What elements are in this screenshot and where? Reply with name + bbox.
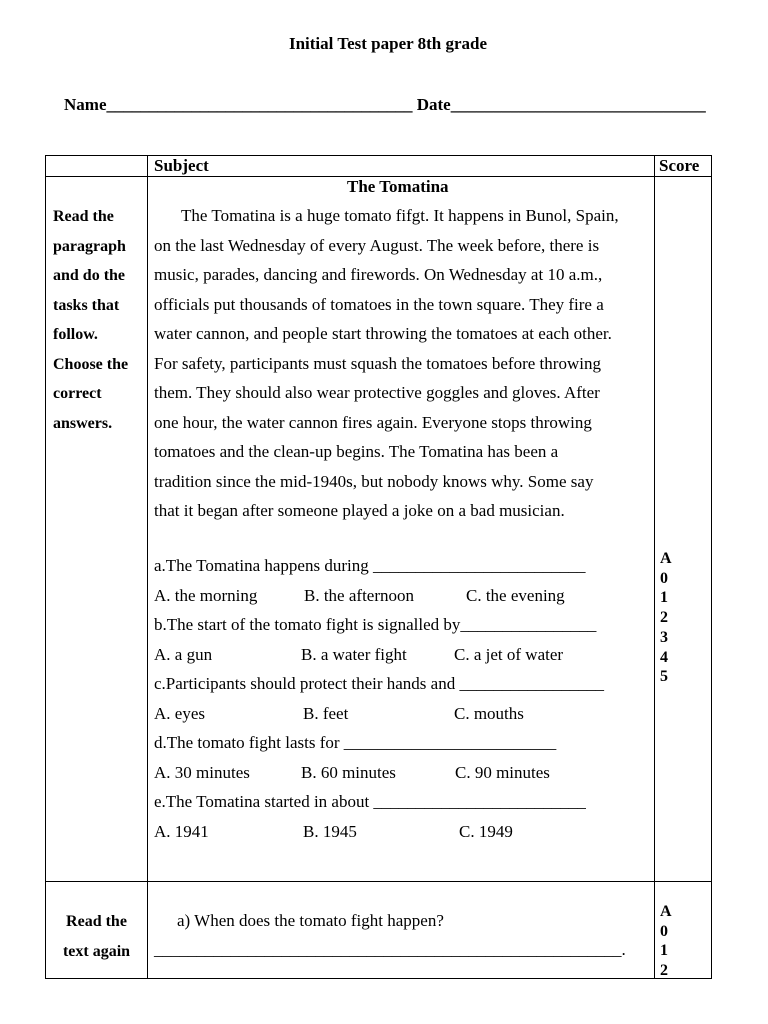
score-mark: 1 — [660, 589, 668, 607]
option-c-b[interactable]: B. feet — [303, 704, 349, 723]
score-mark: 4 — [660, 648, 668, 666]
option-b-a[interactable]: A. a gun — [154, 645, 213, 664]
option-b-b[interactable]: B. a water fight — [301, 645, 407, 664]
question-c[interactable]: c.Participants should protect their hands and _________________ — [154, 674, 604, 693]
subject-header: Subject — [154, 156, 209, 175]
score-mark: 0 — [660, 922, 668, 940]
passage-line: The Tomatina is a huge tomato fifgt. It happens in Bunol, Spain, — [181, 206, 619, 225]
option-d-b[interactable]: B. 60 minutes — [301, 763, 396, 782]
test-table — [45, 155, 712, 979]
column-divider — [654, 156, 655, 978]
passage-line: music, parades, dancing and firewords. On Wednesday at 10 a.m., — [154, 265, 603, 284]
answer-line[interactable]: _______________________________________________________. — [154, 940, 626, 959]
option-e-a[interactable]: A. 1941 — [154, 822, 209, 841]
score-mark: 1 — [660, 942, 668, 960]
column-divider — [147, 156, 148, 978]
option-a-a[interactable]: A. the morning — [154, 586, 258, 605]
score-scale-2 — [660, 902, 672, 981]
score-mark: A — [660, 903, 672, 920]
passage-line: tradition since the mid-1940s, but nobody knows why. Some say — [154, 471, 594, 491]
option-a-c[interactable]: C. the evening — [466, 586, 565, 605]
section2-instructions — [46, 907, 147, 966]
page-title: Initial Test paper 8th grade — [288, 34, 488, 53]
score-mark: 3 — [660, 628, 668, 646]
section-divider — [46, 881, 711, 882]
option-a-b[interactable]: B. the afternoon — [304, 586, 414, 605]
passage — [154, 201, 619, 526]
score-mark: 5 — [660, 668, 668, 686]
option-b-c[interactable]: C. a jet of water — [454, 645, 564, 664]
passage-line: water cannon, and people start throwing the tomatoes at each other. — [154, 324, 612, 343]
question-d[interactable]: d.The tomato fight lasts for _________________________ — [154, 733, 557, 752]
passage-line: that it began after someone played a joke on a bad musician. — [154, 501, 565, 520]
score-scale-1 — [660, 549, 672, 687]
passage-line: one hour, the water cannon fires again. Everyone stops throwing — [154, 412, 592, 432]
passage-title: The Tomatina — [347, 177, 449, 196]
instruction-line: Read the — [53, 208, 114, 225]
instruction-line: Choose the — [53, 355, 129, 373]
passage-line: them. They should also wear protective goggles and gloves. After — [154, 383, 600, 402]
score-mark: A — [660, 550, 672, 567]
question-b[interactable]: b.The start of the tomato fight is signalled by________________ — [154, 615, 597, 634]
name-date-line[interactable]: Name____________________________________ Date______________________________ — [64, 95, 706, 114]
score-mark: 0 — [660, 569, 668, 587]
passage-line: officials put thousands of tomatoes in the town square. They fire a — [154, 294, 604, 314]
question-e[interactable]: e.The Tomatina started in about _________________________ — [154, 792, 586, 811]
option-c-a[interactable]: A. eyes — [154, 704, 205, 723]
score-mark: 2 — [660, 609, 668, 627]
instruction-line: tasks that — [53, 296, 120, 314]
passage-line: tomatoes and the clean-up begins. The Tomatina has been a — [154, 442, 559, 461]
instruction-line: and do the — [53, 267, 126, 284]
option-d-a[interactable]: A. 30 minutes — [154, 763, 250, 782]
score-header: Score — [659, 156, 700, 175]
instruction-line: text again — [62, 942, 131, 960]
passage-line: on the last Wednesday of every August. The week before, there is — [154, 235, 600, 255]
question-a[interactable]: a.The Tomatina happens during _________________________ — [154, 556, 586, 575]
question-when: a) When does the tomato fight happen? — [177, 911, 444, 930]
option-c-c[interactable]: C. mouths — [454, 704, 524, 723]
score-mark: 2 — [660, 962, 668, 980]
option-e-b[interactable]: B. 1945 — [303, 822, 357, 841]
instruction-line: Read the — [66, 913, 127, 930]
section1-instructions — [53, 202, 128, 438]
instruction-line: paragraph — [53, 237, 126, 255]
option-d-c[interactable]: C. 90 minutes — [455, 763, 550, 782]
passage-line: For safety, participants must squash the tomatoes before throwing — [154, 353, 601, 373]
instruction-line: correct — [53, 385, 102, 402]
instruction-line: answers. — [53, 414, 113, 432]
option-e-c[interactable]: C. 1949 — [459, 822, 513, 841]
instruction-line: follow. — [53, 326, 98, 343]
